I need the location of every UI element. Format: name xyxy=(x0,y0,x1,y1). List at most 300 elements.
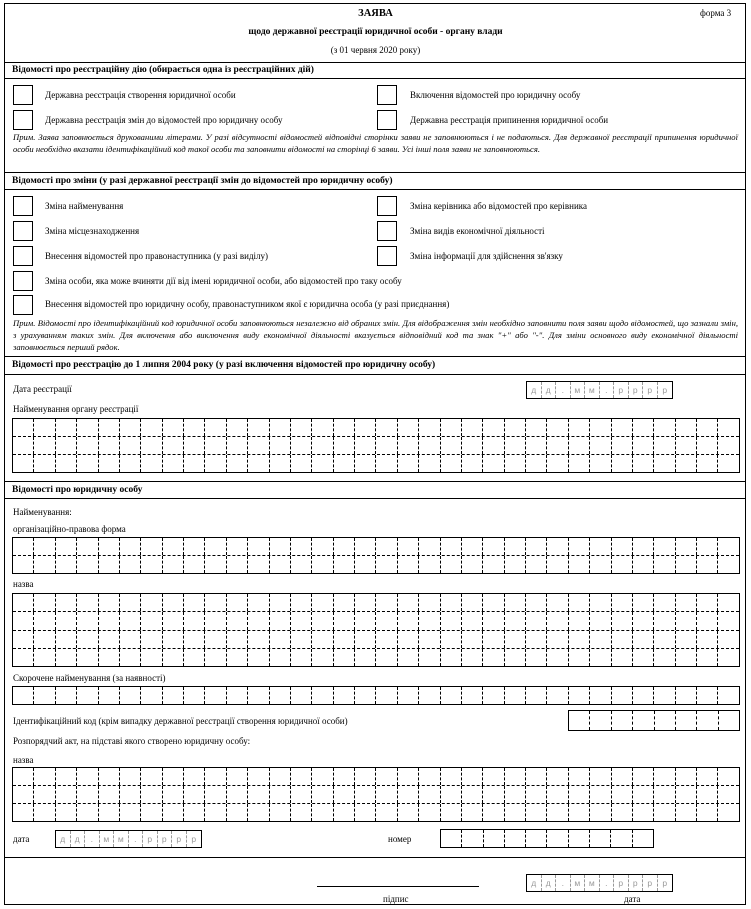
grid-cell[interactable] xyxy=(419,804,440,821)
grid-cell[interactable] xyxy=(547,538,568,555)
grid-cell[interactable] xyxy=(398,687,419,704)
grid-cell[interactable] xyxy=(633,455,654,472)
grid-cell[interactable] xyxy=(56,768,77,785)
grid-cell[interactable] xyxy=(718,768,738,785)
grid-cell[interactable] xyxy=(398,768,419,785)
grid-cell[interactable] xyxy=(526,419,547,436)
grid-cell[interactable] xyxy=(654,649,675,666)
grid-cell[interactable] xyxy=(590,711,611,730)
grid-cell[interactable] xyxy=(205,768,226,785)
grid-cell[interactable] xyxy=(56,419,77,436)
grid-cell[interactable] xyxy=(291,455,312,472)
grid-cell[interactable] xyxy=(697,612,718,629)
grid-cell[interactable] xyxy=(99,594,120,611)
grid-cell[interactable] xyxy=(547,419,568,436)
grid-cell[interactable] xyxy=(334,804,355,821)
grid-cell[interactable] xyxy=(376,687,397,704)
grid-cell[interactable] xyxy=(590,631,611,648)
date-cell[interactable]: м xyxy=(100,831,115,847)
checkbox-include-info[interactable] xyxy=(377,85,397,105)
grid-cell[interactable] xyxy=(34,594,55,611)
grid-cell[interactable] xyxy=(718,556,738,573)
grid-cell[interactable] xyxy=(334,786,355,803)
grid-cell[interactable] xyxy=(141,455,162,472)
grid-cell[interactable] xyxy=(205,538,226,555)
grid-cell[interactable] xyxy=(270,786,291,803)
grid-cell[interactable] xyxy=(590,786,611,803)
short-name-grid[interactable] xyxy=(12,686,740,705)
grid-cell[interactable] xyxy=(355,631,376,648)
grid-cell[interactable] xyxy=(205,556,226,573)
grid-cell[interactable] xyxy=(376,538,397,555)
grid-cell[interactable] xyxy=(270,687,291,704)
grid-cell[interactable] xyxy=(419,687,440,704)
grid-cell[interactable] xyxy=(141,649,162,666)
grid-cell[interactable] xyxy=(13,687,34,704)
grid-cell[interactable] xyxy=(77,455,98,472)
grid-cell[interactable] xyxy=(291,538,312,555)
grid-cell[interactable] xyxy=(163,419,184,436)
grid-cell[interactable] xyxy=(355,804,376,821)
grid-cell[interactable] xyxy=(654,804,675,821)
grid-cell[interactable] xyxy=(13,455,34,472)
grid-cell[interactable] xyxy=(334,455,355,472)
grid-cell[interactable] xyxy=(77,687,98,704)
grid-cell[interactable] xyxy=(312,556,333,573)
grid-cell[interactable] xyxy=(612,538,633,555)
grid-cell[interactable] xyxy=(655,711,676,730)
grid-cell[interactable] xyxy=(697,455,718,472)
grid-cell[interactable] xyxy=(291,556,312,573)
grid-cell[interactable] xyxy=(612,711,633,730)
grid-cell[interactable] xyxy=(77,556,98,573)
grid-cell[interactable] xyxy=(334,768,355,785)
grid-cell[interactable] xyxy=(505,631,526,648)
grid-cell[interactable] xyxy=(398,612,419,629)
grid-cell[interactable] xyxy=(590,437,611,454)
grid-cell[interactable] xyxy=(676,538,697,555)
grid-cell[interactable] xyxy=(334,612,355,629)
grid-cell[interactable] xyxy=(654,594,675,611)
grid-cell[interactable] xyxy=(697,419,718,436)
grid-cell[interactable] xyxy=(719,711,739,730)
grid-cell[interactable] xyxy=(376,419,397,436)
grid-cell[interactable] xyxy=(184,768,205,785)
grid-cell[interactable] xyxy=(184,556,205,573)
grid-cell[interactable] xyxy=(355,786,376,803)
grid-cell[interactable] xyxy=(184,804,205,821)
grid-cell[interactable] xyxy=(355,538,376,555)
grid-cell[interactable] xyxy=(654,556,675,573)
grid-cell[interactable] xyxy=(612,455,633,472)
grid-cell[interactable] xyxy=(505,804,526,821)
grid-cell[interactable] xyxy=(120,556,141,573)
grid-cell[interactable] xyxy=(547,556,568,573)
grid-cell[interactable] xyxy=(654,687,675,704)
grid-cell[interactable] xyxy=(569,768,590,785)
grid-cell[interactable] xyxy=(697,804,718,821)
grid-cell[interactable] xyxy=(441,594,462,611)
grid-cell[interactable] xyxy=(441,687,462,704)
grid-cell[interactable] xyxy=(141,556,162,573)
grid-cell[interactable] xyxy=(205,419,226,436)
grid-cell[interactable] xyxy=(483,786,504,803)
grid-cell[interactable] xyxy=(13,556,34,573)
grid-cell[interactable] xyxy=(697,538,718,555)
grid-cell[interactable] xyxy=(270,631,291,648)
grid-cell[interactable] xyxy=(141,786,162,803)
grid-cell[interactable] xyxy=(654,538,675,555)
grid-cell[interactable] xyxy=(227,631,248,648)
grid-cell[interactable] xyxy=(654,631,675,648)
grid-cell[interactable] xyxy=(633,786,654,803)
grid-cell[interactable] xyxy=(718,786,738,803)
grid-cell[interactable] xyxy=(547,455,568,472)
grid-cell[interactable] xyxy=(590,594,611,611)
grid-cell[interactable] xyxy=(718,419,738,436)
checkbox-change-representative[interactable] xyxy=(13,271,33,291)
grid-cell[interactable] xyxy=(34,419,55,436)
grid-cell[interactable] xyxy=(590,687,611,704)
grid-cell[interactable] xyxy=(163,649,184,666)
grid-cell[interactable] xyxy=(483,649,504,666)
grid-cell[interactable] xyxy=(141,538,162,555)
footer-date-input[interactable] xyxy=(526,874,673,892)
grid-cell[interactable] xyxy=(483,594,504,611)
grid-cell[interactable] xyxy=(612,419,633,436)
grid-cell[interactable] xyxy=(462,804,483,821)
grid-cell[interactable] xyxy=(419,594,440,611)
grid-cell[interactable] xyxy=(205,649,226,666)
grid-cell[interactable] xyxy=(547,649,568,666)
grid-cell[interactable] xyxy=(441,419,462,436)
grid-cell[interactable] xyxy=(526,556,547,573)
grid-cell[interactable] xyxy=(483,556,504,573)
id-code-grid[interactable] xyxy=(568,710,740,731)
grid-cell[interactable] xyxy=(590,768,611,785)
grid-cell[interactable] xyxy=(248,687,269,704)
grid-cell[interactable] xyxy=(248,419,269,436)
grid-cell[interactable] xyxy=(205,804,226,821)
grid-cell[interactable] xyxy=(633,556,654,573)
grid-cell[interactable] xyxy=(462,556,483,573)
grid-cell[interactable] xyxy=(612,687,633,704)
grid-cell[interactable] xyxy=(355,649,376,666)
grid-cell[interactable] xyxy=(141,437,162,454)
grid-cell[interactable] xyxy=(547,830,568,847)
grid-cell[interactable] xyxy=(441,804,462,821)
grid-cell[interactable] xyxy=(120,786,141,803)
grid-cell[interactable] xyxy=(34,649,55,666)
grid-cell[interactable] xyxy=(441,768,462,785)
grid-cell[interactable] xyxy=(334,538,355,555)
grid-cell[interactable] xyxy=(205,687,226,704)
grid-cell[interactable] xyxy=(462,687,483,704)
grid-cell[interactable] xyxy=(34,687,55,704)
checkbox-terminate-entity[interactable] xyxy=(377,110,397,130)
grid-cell[interactable] xyxy=(441,437,462,454)
grid-cell[interactable] xyxy=(34,768,55,785)
grid-cell[interactable] xyxy=(120,631,141,648)
date-cell[interactable]: р xyxy=(643,382,658,398)
grid-cell[interactable] xyxy=(441,830,462,847)
grid-cell[interactable] xyxy=(526,649,547,666)
grid-cell[interactable] xyxy=(141,594,162,611)
grid-cell[interactable] xyxy=(633,649,654,666)
grid-cell[interactable] xyxy=(99,687,120,704)
grid-cell[interactable] xyxy=(227,538,248,555)
grid-cell[interactable] xyxy=(56,437,77,454)
grid-cell[interactable] xyxy=(419,649,440,666)
grid-cell[interactable] xyxy=(99,538,120,555)
grid-cell[interactable] xyxy=(184,437,205,454)
grid-cell[interactable] xyxy=(34,556,55,573)
grid-cell[interactable] xyxy=(205,437,226,454)
grid-cell[interactable] xyxy=(676,612,697,629)
grid-cell[interactable] xyxy=(505,455,526,472)
grid-cell[interactable] xyxy=(676,649,697,666)
grid-cell[interactable] xyxy=(13,419,34,436)
grid-cell[interactable] xyxy=(227,594,248,611)
grid-cell[interactable] xyxy=(569,437,590,454)
entity-title-grid[interactable] xyxy=(12,593,740,667)
grid-cell[interactable] xyxy=(376,612,397,629)
grid-cell[interactable] xyxy=(612,556,633,573)
grid-cell[interactable] xyxy=(184,419,205,436)
grid-cell[interactable] xyxy=(419,455,440,472)
date-cell[interactable]: м xyxy=(585,382,600,398)
grid-cell[interactable] xyxy=(483,612,504,629)
grid-cell[interactable] xyxy=(376,804,397,821)
grid-cell[interactable] xyxy=(334,687,355,704)
grid-cell[interactable] xyxy=(270,538,291,555)
grid-cell[interactable] xyxy=(462,538,483,555)
grid-cell[interactable] xyxy=(355,612,376,629)
grid-cell[interactable] xyxy=(184,594,205,611)
grid-cell[interactable] xyxy=(547,768,568,785)
grid-cell[interactable] xyxy=(56,687,77,704)
grid-cell[interactable] xyxy=(419,786,440,803)
date-cell[interactable]: р xyxy=(158,831,173,847)
grid-cell[interactable] xyxy=(419,556,440,573)
grid-cell[interactable] xyxy=(120,594,141,611)
grid-cell[interactable] xyxy=(205,631,226,648)
grid-cell[interactable] xyxy=(34,437,55,454)
grid-cell[interactable] xyxy=(291,437,312,454)
grid-cell[interactable] xyxy=(526,768,547,785)
grid-cell[interactable] xyxy=(227,768,248,785)
grid-cell[interactable] xyxy=(398,419,419,436)
grid-cell[interactable] xyxy=(270,768,291,785)
grid-cell[interactable] xyxy=(77,419,98,436)
date-cell[interactable]: р xyxy=(614,382,629,398)
grid-cell[interactable] xyxy=(120,687,141,704)
grid-cell[interactable] xyxy=(99,804,120,821)
grid-cell[interactable] xyxy=(248,437,269,454)
grid-cell[interactable] xyxy=(526,455,547,472)
grid-cell[interactable] xyxy=(633,631,654,648)
grid-cell[interactable] xyxy=(462,594,483,611)
date-cell[interactable]: р xyxy=(643,875,658,891)
grid-cell[interactable] xyxy=(334,594,355,611)
grid-cell[interactable] xyxy=(56,612,77,629)
grid-cell[interactable] xyxy=(355,419,376,436)
grid-cell[interactable] xyxy=(398,455,419,472)
grid-cell[interactable] xyxy=(312,437,333,454)
grid-cell[interactable] xyxy=(355,594,376,611)
grid-cell[interactable] xyxy=(141,687,162,704)
grid-cell[interactable] xyxy=(334,649,355,666)
grid-cell[interactable] xyxy=(569,556,590,573)
grid-cell[interactable] xyxy=(676,768,697,785)
date-cell[interactable]: д xyxy=(542,382,557,398)
grid-cell[interactable] xyxy=(99,419,120,436)
grid-cell[interactable] xyxy=(547,687,568,704)
grid-cell[interactable] xyxy=(163,437,184,454)
grid-cell[interactable] xyxy=(248,631,269,648)
grid-cell[interactable] xyxy=(398,538,419,555)
grid-cell[interactable] xyxy=(612,437,633,454)
grid-cell[interactable] xyxy=(419,612,440,629)
grid-cell[interactable] xyxy=(590,455,611,472)
grid-cell[interactable] xyxy=(676,594,697,611)
grid-cell[interactable] xyxy=(248,804,269,821)
grid-cell[interactable] xyxy=(419,538,440,555)
grid-cell[interactable] xyxy=(99,437,120,454)
grid-cell[interactable] xyxy=(227,556,248,573)
grid-cell[interactable] xyxy=(526,437,547,454)
grid-cell[interactable] xyxy=(291,687,312,704)
grid-cell[interactable] xyxy=(99,768,120,785)
grid-cell[interactable] xyxy=(441,538,462,555)
grid-cell[interactable] xyxy=(77,804,98,821)
grid-cell[interactable] xyxy=(462,768,483,785)
date-cell[interactable]: д xyxy=(542,875,557,891)
grid-cell[interactable] xyxy=(163,786,184,803)
grid-cell[interactable] xyxy=(569,786,590,803)
grid-cell[interactable] xyxy=(654,419,675,436)
grid-cell[interactable] xyxy=(141,768,162,785)
grid-cell[interactable] xyxy=(77,768,98,785)
grid-cell[interactable] xyxy=(526,687,547,704)
date-cell[interactable]: м xyxy=(114,831,129,847)
grid-cell[interactable] xyxy=(462,649,483,666)
grid-cell[interactable] xyxy=(120,649,141,666)
date-cell[interactable]: . xyxy=(600,875,615,891)
grid-cell[interactable] xyxy=(355,556,376,573)
grid-cell[interactable] xyxy=(526,631,547,648)
grid-cell[interactable] xyxy=(163,455,184,472)
date-cell[interactable]: д xyxy=(71,831,86,847)
grid-cell[interactable] xyxy=(590,419,611,436)
grid-cell[interactable] xyxy=(569,594,590,611)
grid-cell[interactable] xyxy=(612,631,633,648)
date-cell[interactable]: р xyxy=(614,875,629,891)
grid-cell[interactable] xyxy=(483,538,504,555)
grid-cell[interactable] xyxy=(569,612,590,629)
grid-cell[interactable] xyxy=(441,649,462,666)
grid-cell[interactable] xyxy=(13,612,34,629)
grid-cell[interactable] xyxy=(526,830,547,847)
grid-cell[interactable] xyxy=(291,612,312,629)
grid-cell[interactable] xyxy=(312,768,333,785)
grid-cell[interactable] xyxy=(547,804,568,821)
grid-cell[interactable] xyxy=(419,768,440,785)
grid-cell[interactable] xyxy=(526,538,547,555)
grid-cell[interactable] xyxy=(441,612,462,629)
grid-cell[interactable] xyxy=(13,649,34,666)
grid-cell[interactable] xyxy=(676,437,697,454)
date-cell[interactable]: м xyxy=(571,382,586,398)
grid-cell[interactable] xyxy=(163,612,184,629)
grid-cell[interactable] xyxy=(227,455,248,472)
grid-cell[interactable] xyxy=(291,804,312,821)
checkbox-merger-info[interactable] xyxy=(13,295,33,315)
grid-cell[interactable] xyxy=(99,649,120,666)
grid-cell[interactable] xyxy=(462,455,483,472)
grid-cell[interactable] xyxy=(505,687,526,704)
grid-cell[interactable] xyxy=(462,437,483,454)
grid-cell[interactable] xyxy=(718,804,738,821)
grid-cell[interactable] xyxy=(312,687,333,704)
grid-cell[interactable] xyxy=(270,419,291,436)
grid-cell[interactable] xyxy=(120,455,141,472)
grid-cell[interactable] xyxy=(526,804,547,821)
grid-cell[interactable] xyxy=(484,830,505,847)
grid-cell[interactable] xyxy=(569,649,590,666)
grid-cell[interactable] xyxy=(355,455,376,472)
grid-cell[interactable] xyxy=(697,768,718,785)
date-cell[interactable]: р xyxy=(662,385,668,395)
grid-cell[interactable] xyxy=(334,631,355,648)
grid-cell[interactable] xyxy=(569,711,590,730)
grid-cell[interactable] xyxy=(270,437,291,454)
date-cell[interactable]: р xyxy=(172,831,187,847)
date-cell[interactable]: м xyxy=(571,875,586,891)
grid-cell[interactable] xyxy=(184,612,205,629)
grid-cell[interactable] xyxy=(270,804,291,821)
grid-cell[interactable] xyxy=(633,768,654,785)
grid-cell[interactable] xyxy=(355,768,376,785)
grid-cell[interactable] xyxy=(227,649,248,666)
grid-cell[interactable] xyxy=(205,612,226,629)
grid-cell[interactable] xyxy=(547,631,568,648)
grid-cell[interactable] xyxy=(77,631,98,648)
grid-cell[interactable] xyxy=(718,631,738,648)
grid-cell[interactable] xyxy=(334,419,355,436)
grid-cell[interactable] xyxy=(654,786,675,803)
date-cell[interactable]: . xyxy=(556,875,571,891)
grid-cell[interactable] xyxy=(441,556,462,573)
grid-cell[interactable] xyxy=(676,631,697,648)
checkbox-change-location[interactable] xyxy=(13,221,33,241)
grid-cell[interactable] xyxy=(312,594,333,611)
grid-cell[interactable] xyxy=(77,594,98,611)
grid-cell[interactable] xyxy=(141,804,162,821)
grid-cell[interactable] xyxy=(163,538,184,555)
date-cell[interactable]: . xyxy=(129,831,144,847)
grid-cell[interactable] xyxy=(77,649,98,666)
grid-cell[interactable] xyxy=(398,437,419,454)
grid-cell[interactable] xyxy=(120,804,141,821)
grid-cell[interactable] xyxy=(590,830,611,847)
date-cell[interactable]: р xyxy=(662,878,668,888)
grid-cell[interactable] xyxy=(697,437,718,454)
grid-cell[interactable] xyxy=(184,455,205,472)
grid-cell[interactable] xyxy=(526,612,547,629)
grid-cell[interactable] xyxy=(56,649,77,666)
grid-cell[interactable] xyxy=(697,786,718,803)
